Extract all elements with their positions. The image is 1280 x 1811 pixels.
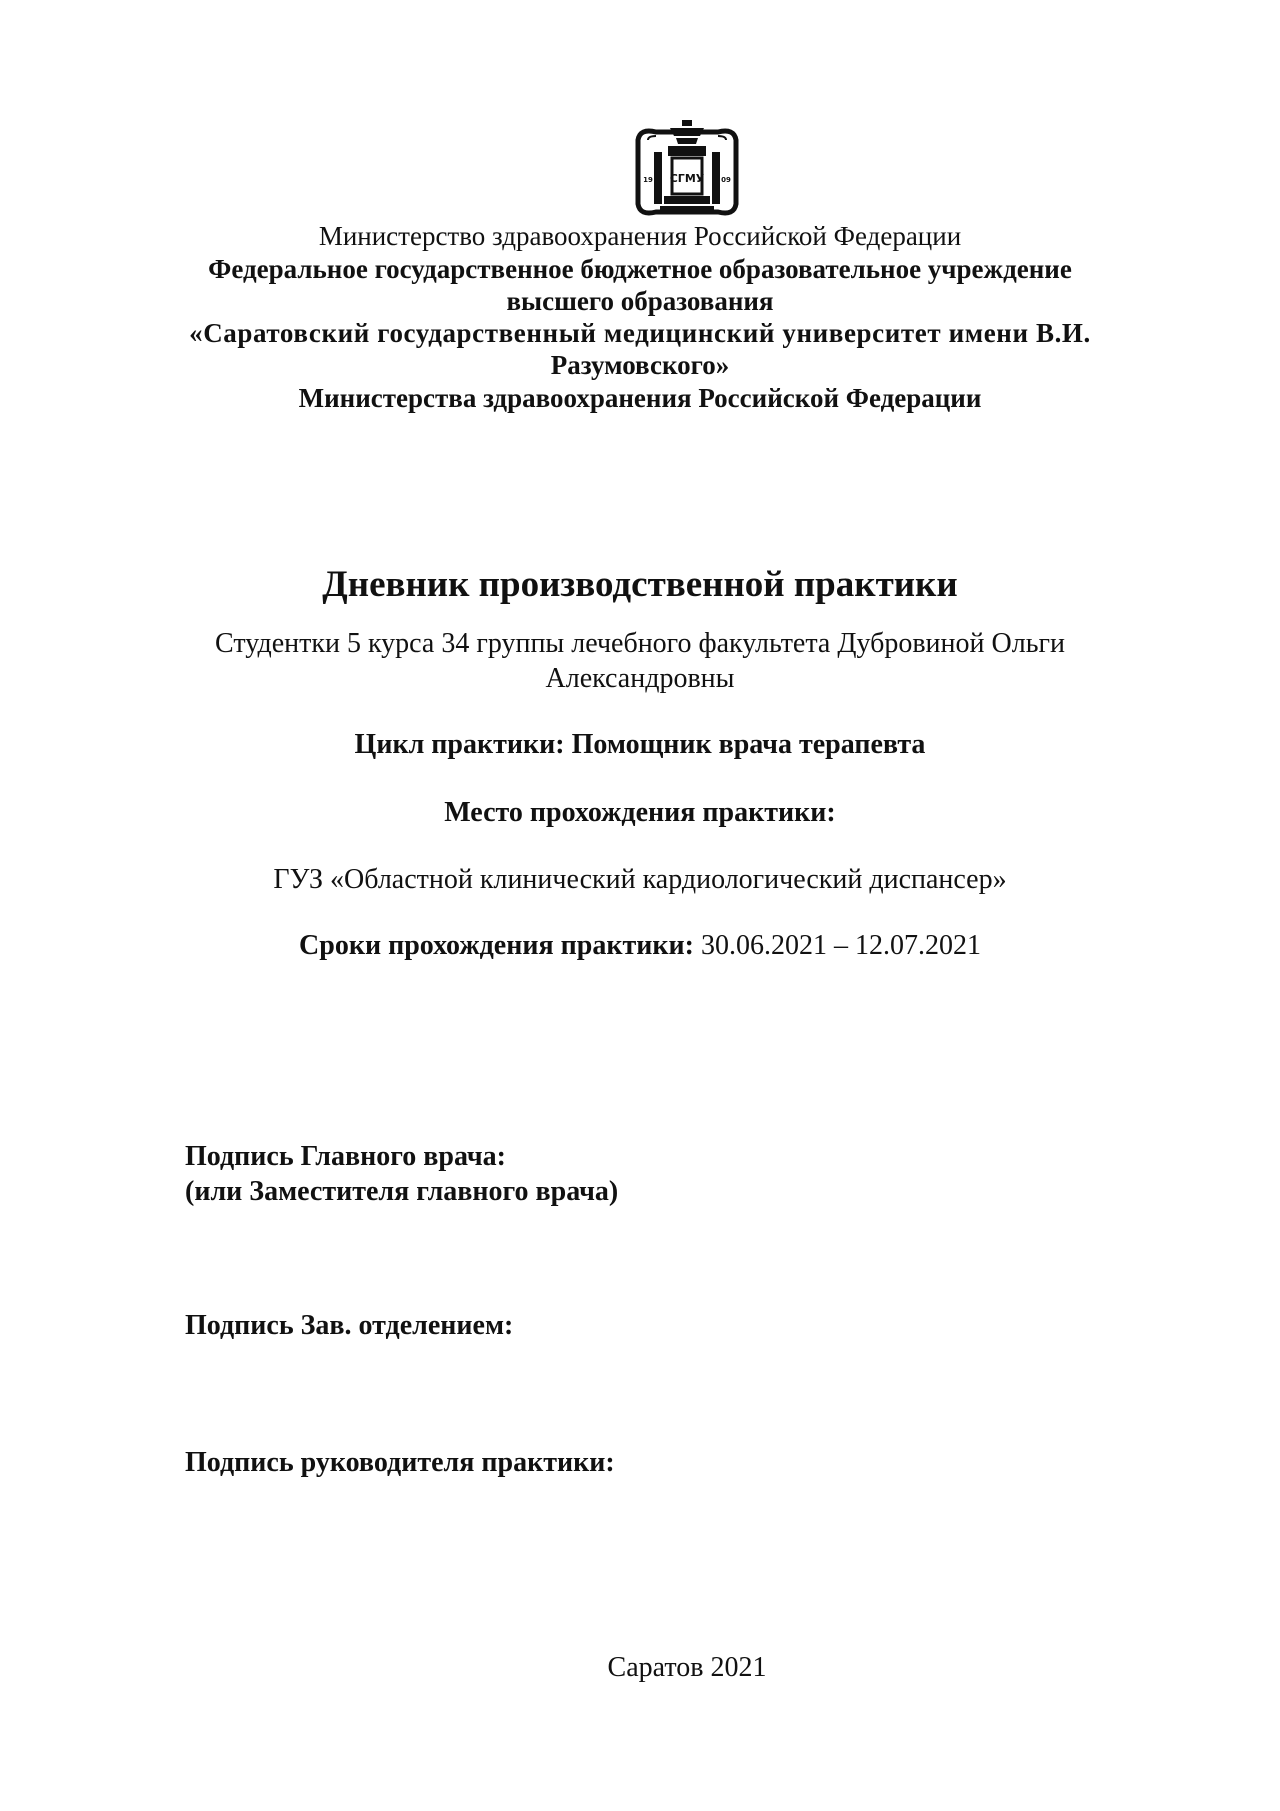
ministry-line: Министерство здравоохранения Российской Федерации: [318, 221, 962, 251]
document-title: Дневник производственной практики: [322, 564, 958, 605]
institution-line-1: Федеральное государственное бюджетное образовательное учреждение: [208, 254, 1072, 284]
practice-period-value: 30.06.2021 – 12.07.2021: [700, 930, 981, 961]
signature-chief-doctor: Подпись Главного врача:: [185, 1141, 506, 1172]
student-line-2: Александровны: [545, 663, 735, 694]
ministry-genitive-line: Министерства здравоохранения Российской Федерации: [298, 383, 982, 413]
logo-year-left: 19: [643, 176, 653, 184]
student-line-1: Студентки 5 курса 34 группы лечебного факультета Дубровиной Ольги: [215, 628, 1065, 659]
practice-place-value: ГУЗ «Областной клинический кардиологический диспансер»: [273, 864, 1007, 895]
footer-city-year: Саратов 2021: [607, 1652, 767, 1683]
university-line-2: Разумовского»: [550, 350, 730, 380]
signature-department-head: Подпись Зав. отделением:: [185, 1310, 514, 1341]
signature-practice-supervisor: Подпись руководителя практики:: [185, 1447, 615, 1478]
logo-year-right: 09: [721, 176, 731, 184]
logo-text: СГМУ: [669, 172, 705, 185]
practice-place-label: Место прохождения практики:: [444, 797, 836, 828]
university-emblem-logo: [634, 118, 740, 222]
university-line-1: «Саратовский государственный медицинский университет имени В.И.: [189, 318, 1091, 348]
practice-cycle: Цикл практики: Помощник врача терапевта: [354, 729, 926, 760]
institution-line-2: высшего образования: [506, 286, 774, 316]
practice-period: [0, 930, 1280, 962]
signature-chief-doctor-alt: (или Заместителя главного врача): [185, 1176, 619, 1207]
practice-period-label: Сроки прохождения практики:: [299, 930, 694, 961]
